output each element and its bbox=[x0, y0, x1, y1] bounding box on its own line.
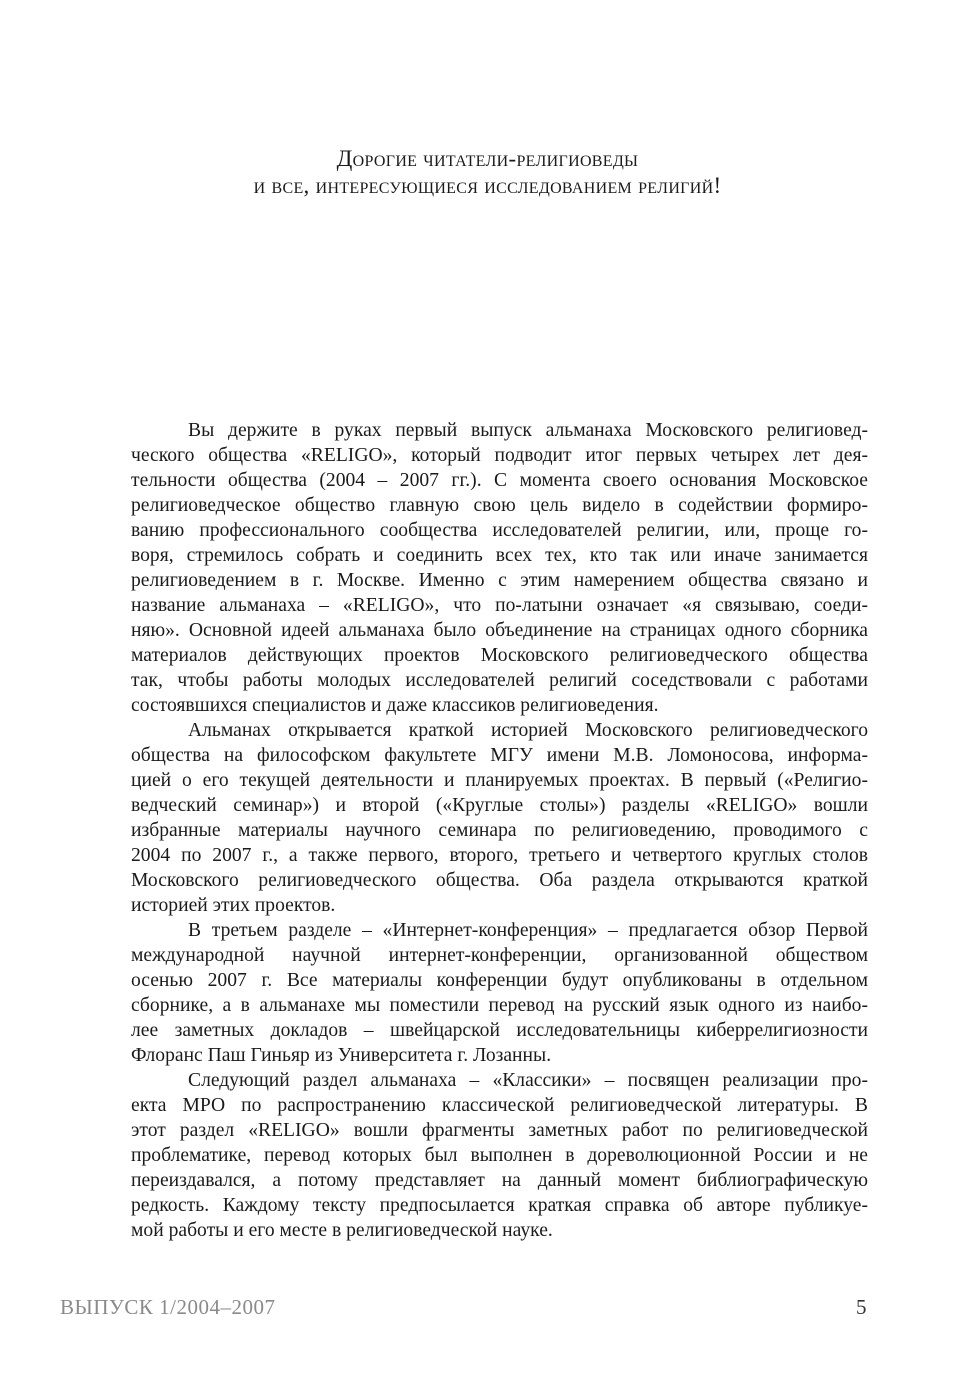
paragraph bbox=[131, 1068, 868, 1243]
text-line: проблематике, перевод которых был выполнен в дореволюционной России и не bbox=[131, 1145, 868, 1166]
running-footer-issue: ВЫПУСК 1/2004–2007 bbox=[60, 1295, 276, 1319]
text-line: так, чтобы работы молодых исследователей религий соседствовали с работами bbox=[131, 670, 868, 691]
text-line: Альманах открывается краткой историей Московского религиоведческого bbox=[188, 720, 868, 741]
title-line-2: и все, интересующиеся исследованием религий! bbox=[253, 173, 722, 198]
text-line: Флоранс Паш Гиньяр из Университета г. Лозанны. bbox=[131, 1045, 552, 1066]
text-line: тельности общества (2004 – 2007 гг.). С момента своего основания Московское bbox=[131, 470, 868, 491]
page-number: 5 bbox=[856, 1295, 867, 1319]
text-line: ведческий семинар») и второй («Круглые столы») разделы «RELIGO» вошли bbox=[131, 795, 868, 816]
body-text bbox=[131, 418, 868, 1243]
text-line: название альманаха – «RELIGO», что по-латыни означает «я связываю, соеди- bbox=[131, 595, 868, 616]
text-line: избранные материалы научного семинара по религиоведению, проводимого с bbox=[131, 820, 868, 841]
text-line: В третьем разделе – «Интернет-конференция» – предлагается обзор Первой bbox=[188, 920, 868, 941]
page-title bbox=[0, 145, 975, 199]
text-line: общества на философском факультете МГУ имени М.В. Ломоносова, информа- bbox=[131, 745, 868, 766]
text-line: цией о его текущей деятельности и планируемых проектах. В первый («Религио- bbox=[131, 770, 868, 791]
text-line: этот раздел «RELIGO» вошли фрагменты заметных работ по религиоведческой bbox=[131, 1120, 868, 1141]
text-line: религиоведческое общество главную свою цель видело в содействии формиро- bbox=[131, 495, 868, 516]
text-line: мой работы и его месте в религиоведческой науке. bbox=[131, 1220, 553, 1241]
paragraph bbox=[131, 918, 868, 1068]
text-line: воря, стремилось собрать и соединить всех тех, кто так или иначе занимается bbox=[131, 545, 868, 566]
paragraph bbox=[131, 418, 868, 718]
text-line: Вы держите в руках первый выпуск альманаха Московского религиовед- bbox=[188, 420, 868, 441]
text-line: лее заметных докладов – швейцарской исследовательницы киберрелигиозности bbox=[131, 1020, 868, 1041]
text-line: няю». Основной идеей альманаха было объединение на страницах одного сборника bbox=[131, 620, 868, 641]
text-line: екта МРО по распространению классической религиоведческой литературы. В bbox=[131, 1095, 868, 1116]
text-line: материалов действующих проектов Московского религиоведческого общества bbox=[131, 645, 868, 666]
text-line: 2004 по 2007 г., а также первого, второго, третьего и четвертого круглых столов bbox=[131, 845, 868, 866]
text-line: Следующий раздел альманаха – «Классики» – посвящен реализации про- bbox=[188, 1070, 868, 1091]
text-line: осенью 2007 г. Все материалы конференции будут опубликованы в отдельном bbox=[131, 970, 868, 991]
text-line: сборнике, а в альманахе мы поместили перевод на русский язык одного из наибо- bbox=[131, 995, 868, 1016]
text-line: ванию профессионального сообщества исследователей религии, или, проще го- bbox=[131, 520, 868, 541]
title-line-1: Дорогие читатели-религиоведы bbox=[336, 146, 639, 171]
text-line: переиздавался, а потому представляет на данный момент библиографическую bbox=[131, 1170, 868, 1191]
text-line: состоявшихся специалистов и даже классиков религиоведения. bbox=[131, 695, 659, 716]
text-line: религиоведением в г. Москве. Именно с этим намерением общества связано и bbox=[131, 570, 868, 591]
text-line: историей этих проектов. bbox=[131, 895, 336, 916]
text-line: Московского религиоведческого общества. Оба раздела открываются краткой bbox=[131, 870, 868, 891]
text-line: редкость. Каждому тексту предпосылается краткая справка об авторе публикуе- bbox=[131, 1195, 868, 1216]
text-line: международной научной интернет-конференции, организованной обществом bbox=[131, 945, 868, 966]
text-line: ческого общества «RELIGO», который подводит итог первых четырех лет дея- bbox=[131, 445, 868, 466]
paragraph bbox=[131, 718, 868, 918]
